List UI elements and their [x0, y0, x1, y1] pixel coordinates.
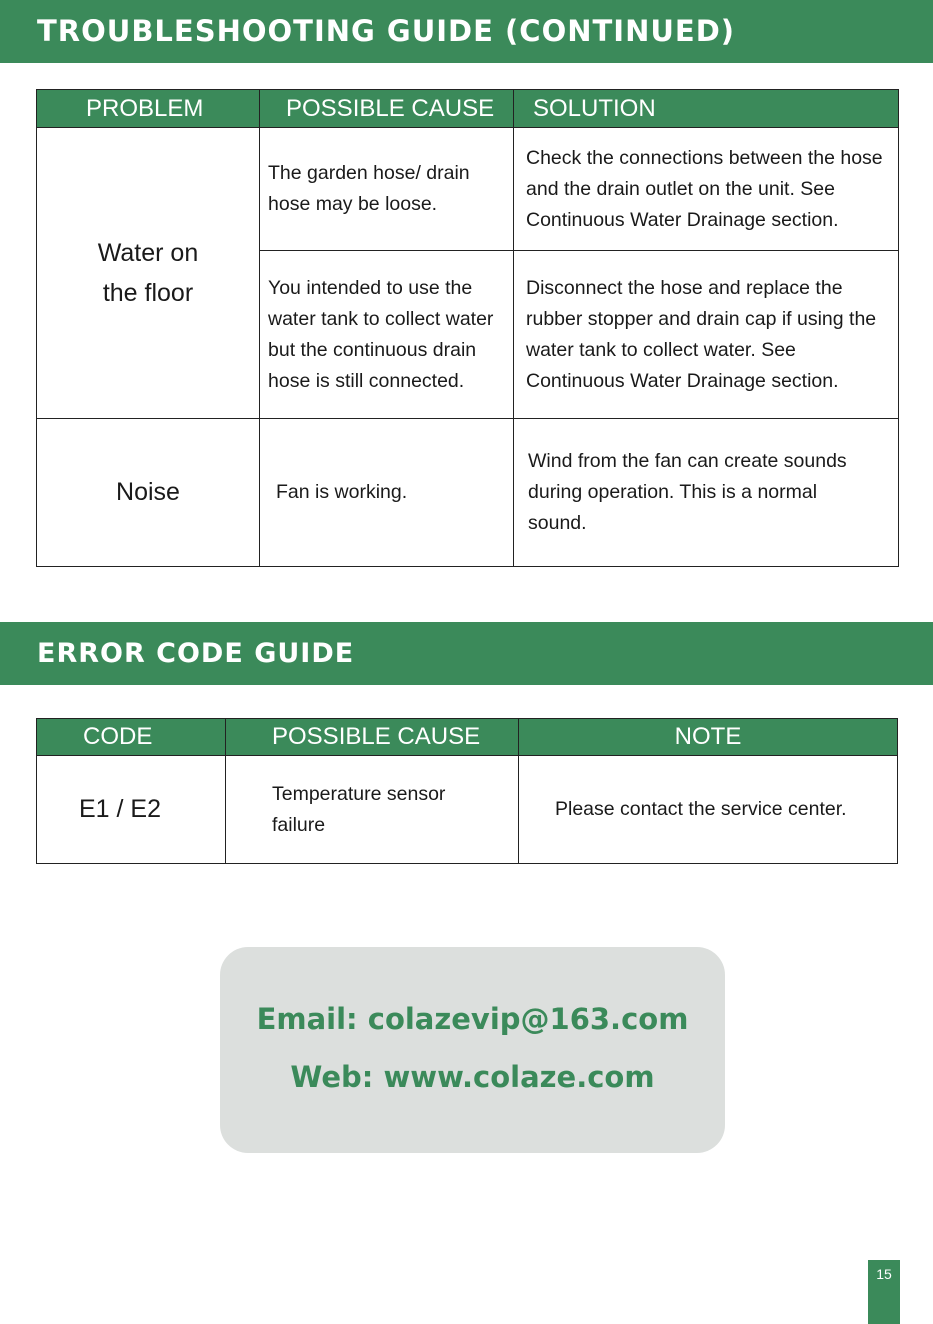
troubleshooting-table: [36, 89, 899, 567]
cause-loose-hose: The garden hose/ drain hose may be loose.: [260, 128, 514, 251]
header-solution: SOLUTION: [514, 90, 899, 128]
error-note: Please contact the service center.: [519, 756, 898, 864]
contact-web[interactable]: Web: www.colaze.com: [290, 1060, 655, 1094]
solution-disconnect-hose: Disconnect the hose and replace the rubber stopper and drain cap if using the water tank to collect water. See Continuous Water Drainage section.: [514, 251, 899, 419]
error-cause: Temperature sensor failure: [226, 756, 519, 864]
solution-check-connections: Check the connections between the hose and the drain outlet on the unit. See Continuous Water Drainage section.: [514, 128, 899, 251]
error-code-title: ERROR CODE GUIDE: [0, 622, 933, 685]
page-number: 15: [868, 1260, 900, 1324]
problem-noise: Noise: [37, 419, 260, 567]
error-code-value: E1 / E2: [37, 756, 226, 864]
cause-fan-working: Fan is working.: [260, 419, 514, 567]
table-row: [37, 419, 899, 567]
contact-email[interactable]: Email: colazevip@163.com: [256, 1002, 689, 1036]
cause-drain-hose-connected: You intended to use the water tank to collect water but the continuous drain hose is still connected.: [260, 251, 514, 419]
troubleshooting-title: TROUBLESHOOTING GUIDE (CONTINUED): [0, 0, 933, 63]
header-problem: PROBLEM: [37, 90, 260, 128]
header-possible-cause: POSSIBLE CAUSE: [226, 719, 519, 756]
header-possible-cause: POSSIBLE CAUSE: [260, 90, 514, 128]
header-code: CODE: [37, 719, 226, 756]
problem-water-on-floor: Water on the floor: [37, 128, 260, 419]
table-header-row: [37, 90, 899, 128]
contact-box: [220, 947, 725, 1153]
solution-normal-sound: Wind from the fan can create sounds during operation. This is a normal sound.: [514, 419, 899, 567]
table-row: [37, 756, 898, 864]
table-header-row: [37, 719, 898, 756]
table-row: [37, 128, 899, 251]
header-note: NOTE: [519, 719, 898, 756]
error-code-table: [36, 718, 898, 864]
